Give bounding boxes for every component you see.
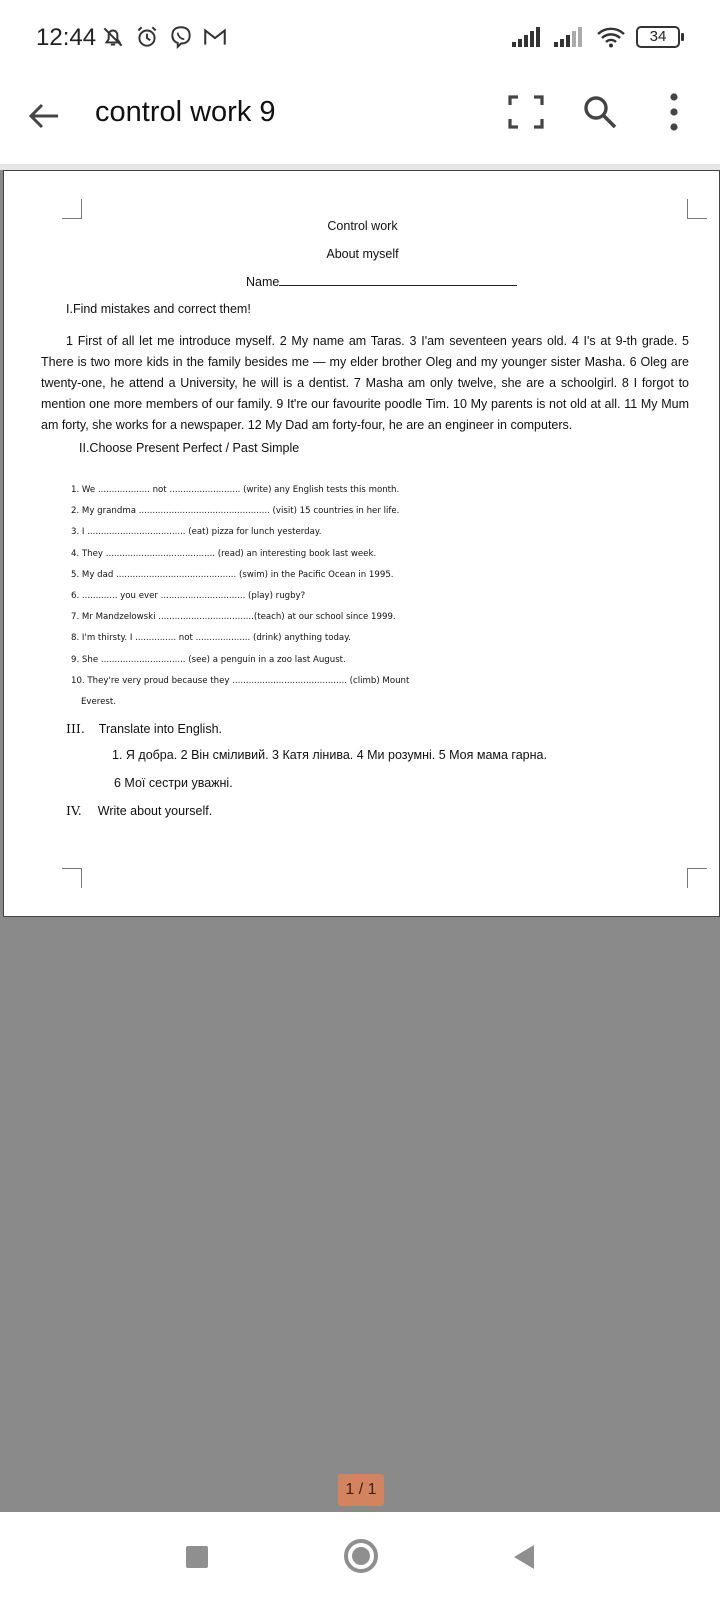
- status-time: 12:44: [36, 24, 97, 51]
- list-item: 8. I'm thirsty. I ............... not .................... (drink) anything today.: [71, 633, 351, 644]
- list-item: 9. She ............................... (see) a penguin in a zoo last August.: [71, 654, 346, 665]
- bell-off-icon: [100, 24, 126, 50]
- task3-heading: [66, 721, 222, 736]
- navigation-bar: [0, 1512, 720, 1600]
- task2-title: II.Choose Present Perfect / Past Simple: [79, 441, 300, 455]
- list-item: Everest.: [81, 696, 117, 707]
- page-indicator: 1 / 1: [338, 1474, 384, 1506]
- task1-title: I.Find mistakes and correct them!: [66, 302, 251, 316]
- crop-mark: [62, 199, 82, 219]
- name-label: Name: [246, 275, 280, 289]
- notification-icons: [100, 24, 228, 50]
- gmail-icon: [202, 24, 228, 50]
- heading-about-myself: About myself: [326, 247, 399, 261]
- task1-text: 1 First of all let me introduce myself. 2 My name am Taras. 3 I'am seventeen years old. 4 I's at 9-th grade. 5 There is two more kids in the family besides me — my elder brother Oleg and my younger sister Masha. 6 Oleg are twenty-one, he attend a University, he will is a dentist. 7 Masha am only twelve, she are a schoolgirl. 8 I forgot to mention one more members of our family. 9 It're our favourite poodle Tim. 10 My parents is not old at all. 11 My Mum am forty, she works for a newspaper. 12 My Dad am forty-four, he are an engineer in computers.: [41, 334, 689, 432]
- more-vert-icon[interactable]: [652, 90, 696, 134]
- task3-line2: 6 Мої сестри уважні.: [114, 776, 233, 790]
- crop-mark: [687, 199, 707, 219]
- list-item: 2. My grandma ................................................ (visit) 15 countries in her life.: [71, 506, 400, 517]
- signal-icon: [512, 27, 544, 47]
- home-icon[interactable]: [342, 1537, 380, 1575]
- task4-number: IV.: [66, 803, 82, 818]
- list-item: 6. ............. you ever ............................... (play) rugby?: [71, 590, 306, 601]
- list-item: 5. My dad ............................................ (swim) in the Pacific Ocean in 1995.: [71, 569, 394, 580]
- search-icon[interactable]: [578, 90, 622, 134]
- back-icon[interactable]: [506, 1540, 540, 1574]
- back-arrow-icon[interactable]: [22, 94, 66, 138]
- document-title: control work 9: [95, 96, 276, 128]
- document-page[interactable]: [3, 170, 720, 917]
- fullscreen-icon[interactable]: [504, 90, 548, 134]
- list-item: 1. We ................... not .......................... (write) any English tests this month.: [71, 485, 400, 495]
- viber-icon: [168, 24, 194, 50]
- task3-line1: 1. Я добра. 2 Він сміливий. 3 Катя лінива. 4 Ми розумні. 5 Моя мама гарна.: [112, 748, 547, 762]
- app-actions: [504, 90, 696, 134]
- heading-control-work: Control work: [327, 219, 398, 233]
- crop-mark: [62, 868, 82, 888]
- list-item: 3. I .................................... (eat) pizza for lunch yesterday.: [71, 527, 322, 538]
- list-item: 7. Mr Mandzelowski ...................................(teach) at our school since 1999.: [71, 612, 396, 623]
- name-underline: [279, 275, 517, 286]
- alarm-icon: [134, 24, 160, 50]
- status-bar: [0, 0, 720, 76]
- list-item: 10. They're very proud because they .......................................... (climb) Mount: [71, 675, 410, 686]
- task4-title: Write about yourself.: [97, 804, 213, 818]
- battery-icon: 34: [636, 26, 680, 48]
- task3-number: III.: [66, 721, 85, 736]
- app-bar: [0, 76, 720, 164]
- system-icons: [512, 26, 680, 48]
- wifi-icon: [596, 26, 626, 48]
- task2-list: [71, 483, 409, 716]
- signal-icon: [554, 27, 586, 47]
- recent-apps-icon[interactable]: [180, 1540, 214, 1574]
- task3-title: Translate into English.: [98, 722, 223, 736]
- list-item: 4. They ........................................ (read) an interesting book last week.: [71, 548, 377, 559]
- crop-mark: [687, 868, 707, 888]
- name-line: [246, 275, 517, 289]
- task4-heading: [66, 803, 212, 818]
